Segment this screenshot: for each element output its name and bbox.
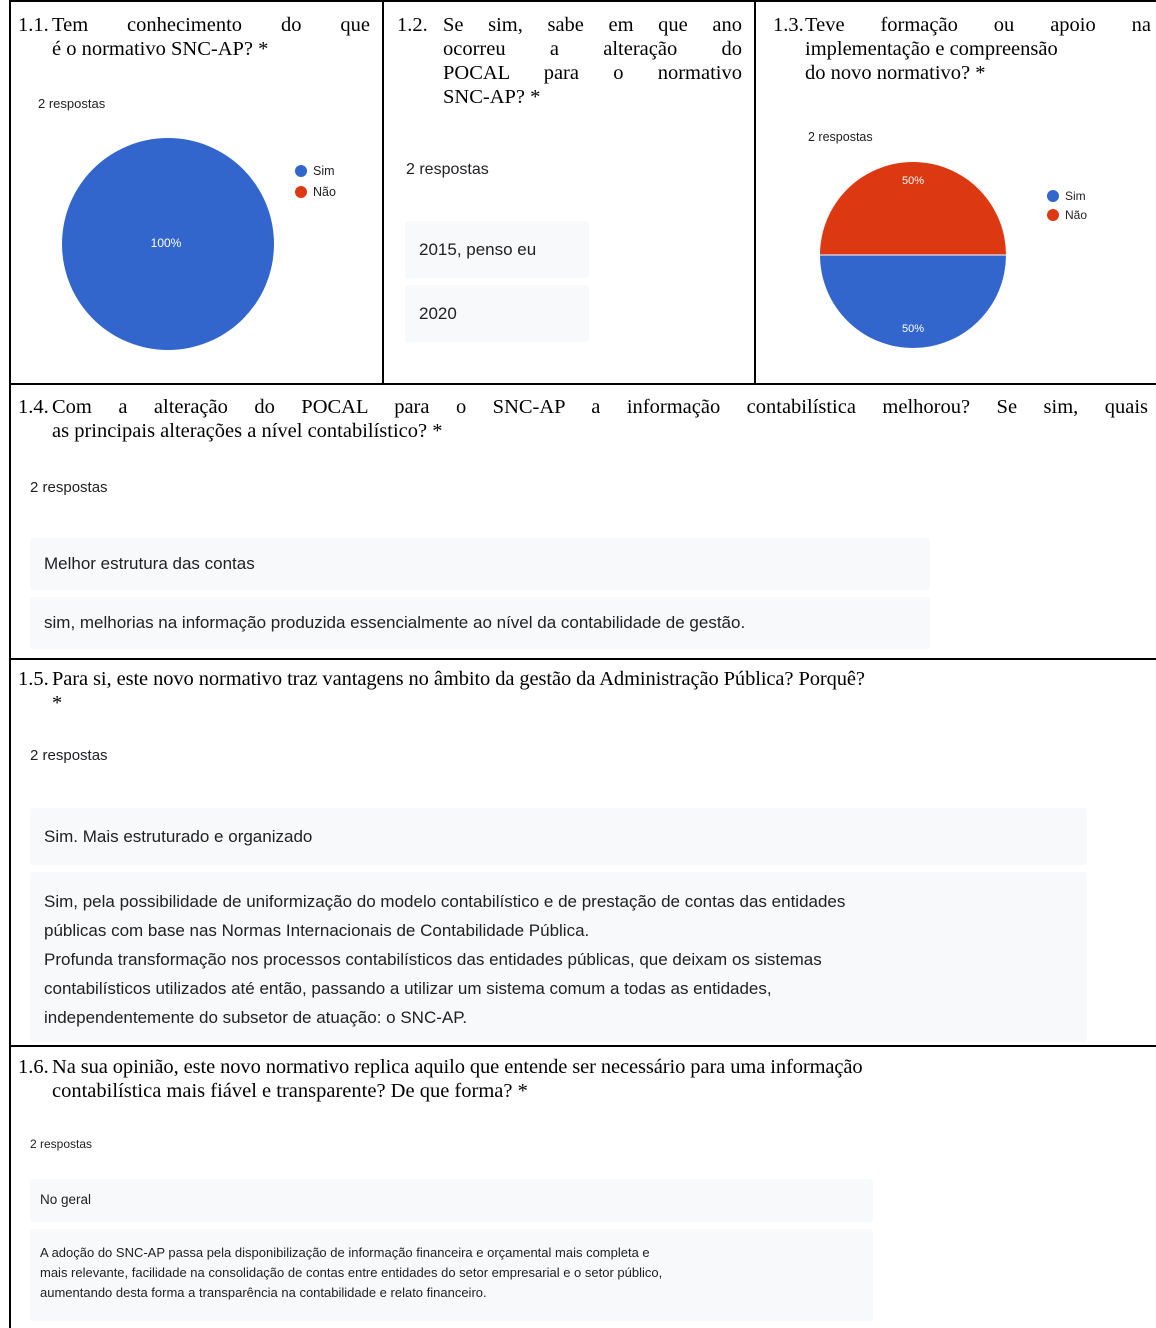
answer-line: públicas com base nas Normas Internacionais de Contabilidade Pública.	[44, 921, 590, 940]
answer-text: No geral	[40, 1192, 92, 1207]
question-line: SNC-AP? *	[443, 86, 541, 108]
answer-line: aumentando desta forma a transparência na contabilidade e relato financeiro.	[40, 1285, 487, 1300]
question-line: do novo normativo? *	[805, 62, 986, 84]
question-1-2	[397, 13, 742, 109]
answer-card	[30, 1229, 873, 1321]
response-count: 2 respostas	[406, 161, 489, 178]
pie-chart-q1-1	[60, 136, 276, 352]
legend-label: Não	[1065, 208, 1088, 222]
question-line: Na sua opinião, este novo normativo replica aquilo que entende ser necessário para uma informação	[52, 1056, 863, 1078]
answer-card	[30, 1179, 873, 1222]
question-line: contabilística mais fiável e transparente? De que forma? *	[52, 1080, 528, 1102]
question-line: Teve formação ou apoio na	[805, 14, 1151, 36]
question-number: 1.2.	[397, 14, 428, 36]
question-number: 1.5.	[18, 668, 49, 690]
answer-text: Melhor estrutura das contas	[44, 554, 255, 573]
question-number: 1.1.	[18, 14, 49, 36]
answer-card	[30, 597, 930, 649]
pie-slice-label: 50%	[901, 323, 925, 335]
question-line: é o normativo SNC-AP? *	[52, 38, 269, 60]
question-line: POCAL para o normativo	[443, 62, 742, 84]
answer-text: 2020	[419, 304, 457, 323]
col-divider-1	[382, 0, 384, 384]
response-count: 2 respostas	[30, 1137, 93, 1151]
col-divider-2	[754, 0, 756, 384]
question-line: ocorreu a alteração do	[443, 38, 742, 60]
question-1-4	[18, 395, 1148, 443]
answer-text: 2015, penso eu	[419, 240, 537, 259]
legend-item-nao	[1047, 208, 1087, 222]
answer-card	[30, 808, 1087, 865]
question-line: Para si, este novo normativo traz vantagens no âmbito da gestão da Administração Pública? Porquê?	[52, 668, 865, 690]
question-line: implementação e compreensão	[805, 38, 1058, 60]
question-line: as principais alterações a nível contabilístico? *	[52, 420, 443, 442]
answer-card	[405, 221, 589, 278]
response-count: 2 respostas	[30, 479, 108, 496]
question-line: Tem conhecimento do que	[52, 14, 370, 36]
legend-dot	[1047, 209, 1059, 221]
legend-label: Sim	[1065, 189, 1086, 203]
legend-item-sim	[295, 164, 335, 178]
pie-slice-label: 50%	[901, 175, 925, 187]
response-count: 2 respostas	[38, 96, 106, 111]
response-count: 2 respostas	[808, 130, 873, 144]
row-divider-2	[9, 658, 1156, 660]
question-line: Com a alteração do POCAL para o SNC-AP a informação contabilística melhorou? Se sim, quais	[52, 396, 1148, 418]
table-top-border	[9, 0, 1156, 2]
answer-card	[30, 872, 1087, 1042]
answer-line: mais relevante, facilidade na consolidação de contas entre entidades do setor empresarial e o setor público,	[40, 1265, 663, 1280]
legend-item-nao	[295, 185, 336, 199]
answer-line: Profunda transformação nos processos contabilísticos das entidades públicas, que deixam os sistemas	[44, 950, 822, 969]
legend-dot	[295, 165, 307, 177]
row-divider-1	[9, 383, 1156, 385]
answer-text: Sim. Mais estruturado e organizado	[44, 827, 313, 846]
row-divider-3	[9, 1045, 1156, 1047]
question-1-6	[18, 1055, 1152, 1103]
question-1-3	[773, 13, 1151, 85]
legend-dot	[1047, 190, 1059, 202]
question-number: 1.4.	[18, 396, 49, 418]
answer-line: Sim, pela possibilidade de uniformização do modelo contabilístico e de prestação de contas das entidades	[44, 892, 846, 911]
question-1-5	[18, 667, 1152, 715]
pie-chart-q1-3	[818, 160, 1008, 350]
answer-card	[405, 285, 589, 342]
response-count: 2 respostas	[30, 747, 108, 764]
legend-label: Não	[313, 185, 336, 199]
answer-line: independentemente do subsetor de atuação: o SNC-AP.	[44, 1008, 468, 1027]
question-1-1	[18, 13, 370, 61]
answer-line: contabilísticos utilizados até então, passando a utilizar um sistema comum a todas as entidades,	[44, 979, 772, 998]
question-line: *	[52, 692, 63, 714]
answer-card	[30, 538, 930, 590]
answer-text: sim, melhorias na informação produzida essencialmente ao nível da contabilidade de gestão.	[44, 613, 746, 632]
question-number: 1.3.	[773, 14, 804, 36]
legend-item-sim	[1047, 189, 1086, 203]
question-number: 1.6.	[18, 1056, 49, 1078]
legend-dot	[295, 186, 307, 198]
legend-label: Sim	[313, 164, 335, 178]
pie-slice-label: 100%	[150, 236, 182, 250]
question-line: Se sim, sabe em que ano	[443, 14, 742, 36]
table-left-border	[9, 0, 11, 1328]
answer-line: A adoção do SNC-AP passa pela disponibilização de informação financeira e orçamental mais completa e	[40, 1245, 650, 1260]
